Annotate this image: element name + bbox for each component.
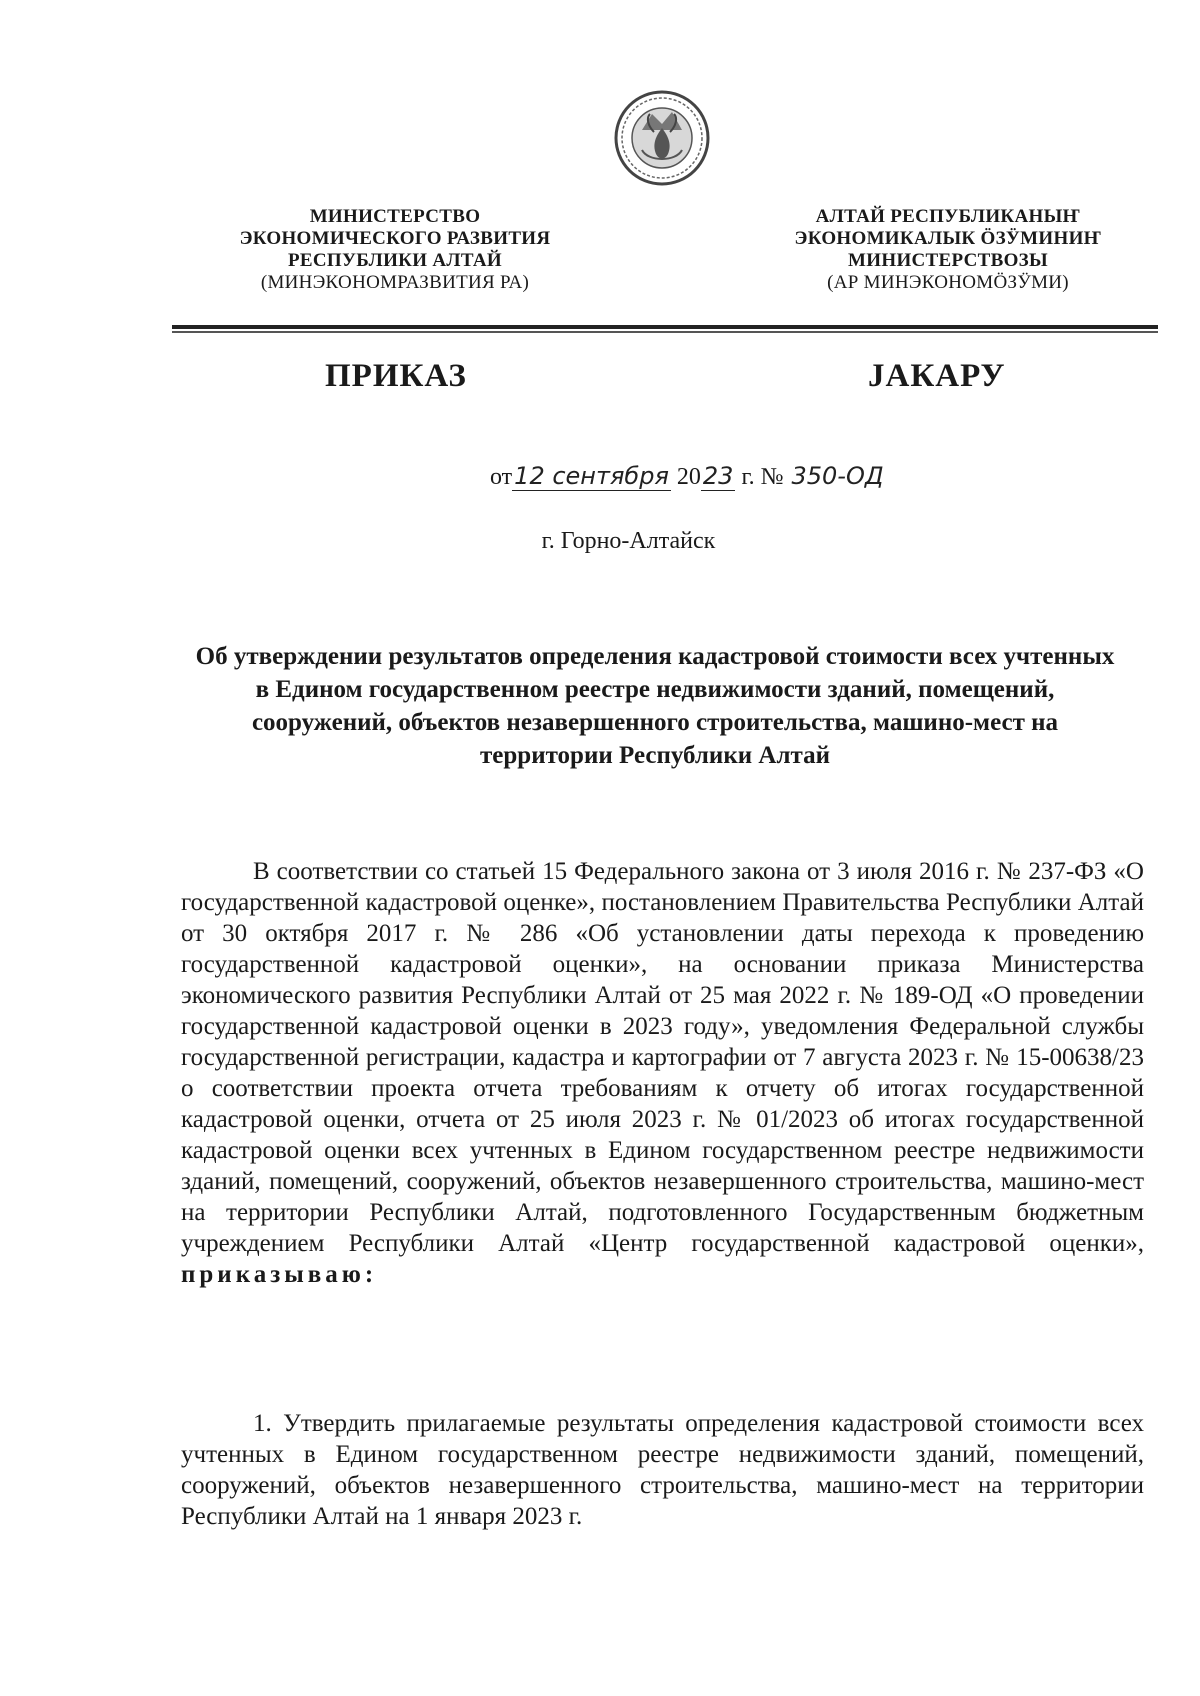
- city-line: г. Горно-Алтайск: [541, 528, 716, 554]
- coat-of-arms-icon: [612, 88, 712, 188]
- order-dateline: [490, 462, 886, 491]
- header-divider-thick: [172, 325, 1158, 329]
- ministry-name-russian: [185, 206, 605, 294]
- ministry-abbreviation: (МИНЭКОНОМРАЗВИТИЯ РА): [260, 272, 530, 293]
- preamble-text: В соответствии со статьей 15 Федерального закона от 3 июля 2016 г. № 237-ФЗ «О государственной кадастровой оценке», постановлением Правительства Республики Алтай от 30 октября 2017 г. № 286 «Об установлении даты перехода к проведению государственной кадастровой оценки», на основании приказа Министерства экономического развития Республики Алтай от 25 мая 2022 г. № 189-ОД «О проведении государственной кадастровой оценки в 2023 году», уведомления Федеральной службы государственной регистрации, кадастра и картографии от 7 августа 2023 г. № 15-00638/23 о соответствии проекта отчета требованиям к отчету об итогах государственной кадастровой оценки, отчета от 25 июля 2023 г. № 01/2023 об итогах государственной кадастровой оценки всех учтенных в Едином государственном реестре недвижимости зданий, помещений, сооружений, объектов незавершенного строительства, машино-мест на территории Республики Алтай, подготовленного Государственным бюджетным учреждением Республики Алтай «Центр государственной кадастровой оценки»,: [181, 858, 1144, 1257]
- ministry-altai-abbreviation: (АР МИНЭКОНОМӦЗӰМИ): [827, 272, 1069, 293]
- date-prefix: от: [490, 464, 513, 490]
- heading-order-russian: ПРИКАЗ: [325, 358, 467, 394]
- header-divider-thin: [172, 331, 1158, 333]
- heading-order-altai: ЈАКАРУ: [868, 358, 1006, 394]
- order-keyword: приказываю:: [181, 1261, 378, 1288]
- ministry-line-1: МИНИСТЕРСТВО: [309, 206, 481, 227]
- handwritten-year: 23: [702, 462, 734, 490]
- number-label: г. №: [741, 464, 784, 490]
- ministry-altai-line-1: АЛТАЙ РЕСПУБЛИКАНЫҤ: [815, 206, 1081, 227]
- handwritten-day-month: 12 сентября: [514, 462, 669, 490]
- ministry-line-2: ЭКОНОМИЧЕСКОГО РАЗВИТИЯ: [239, 228, 551, 249]
- year-prefix: 20: [676, 464, 701, 490]
- ministry-line-3: РЕСПУБЛИКИ АЛТАЙ: [288, 250, 502, 271]
- ministry-name-altai: [738, 206, 1158, 294]
- ministry-altai-line-2: ЭКОНОМИКАЛЫК ӦЗӰМИНИҤ: [794, 228, 1102, 249]
- document-title: Об утверждении результатов определения кадастровой стоимости всех учтенных в Едином государственном реестре недвижимости зданий, помещений, сооружений, объектов незавершенного строительства, машино-мест на территории Республики Алтай: [195, 643, 1115, 769]
- handwritten-order-number: 350-ОД: [791, 462, 884, 490]
- preamble-paragraph: [181, 856, 1144, 1290]
- ministry-altai-line-3: МИНИСТЕРСТВОЗЫ: [848, 250, 1048, 271]
- clause-1-paragraph: 1. Утвердить прилагаемые результаты определения кадастровой стоимости всех учтенных в Едином государственном реестре недвижимости зданий, помещений, сооружений, объектов незавершенного строительства, машино-мест на территории Республики Алтай на 1 января 2023 г.: [181, 1410, 1144, 1530]
